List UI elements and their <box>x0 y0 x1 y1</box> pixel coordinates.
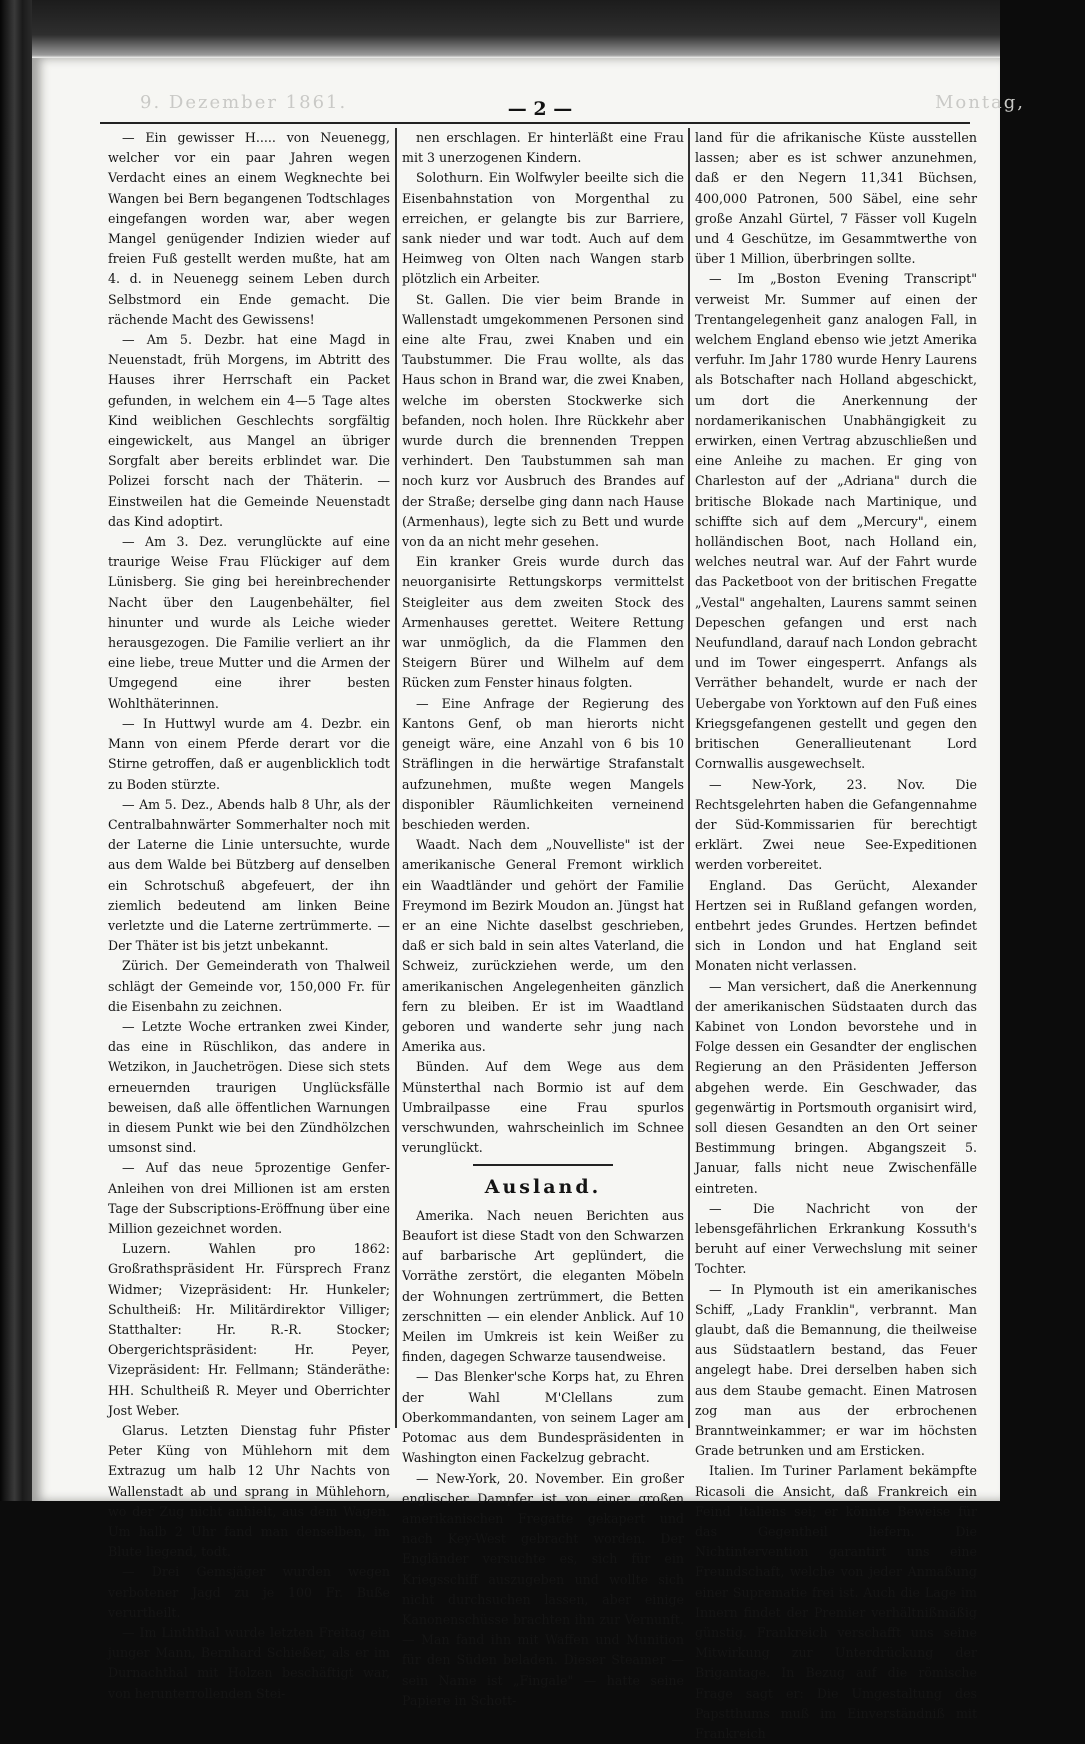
bleed-date: 9. Dezember 1861. <box>140 92 348 113</box>
article: land für die afrikanische Küste ausstellen lassen; aber es ist schwer anzunehmen, daß er den Negern 11,341 Büchsen, 400,000 Patronen, 500 Säbel, eine sehr große Anzahl Gürtel, 7 Fässer voll Kugeln und 4 Geschütze, im Gesammtwerthe von über 1 Million, überbringen sollte. <box>695 130 977 267</box>
article: Amerika. Nach neuen Berichten aus Beaufort ist diese Stadt von den Schwarzen auf barbarische Art geplündert, die Vorräthe zerstört, die eleganten Möbeln der Wohnungen zertrümmert, die Betten zerschnitten — ein elender Anblick. Auf 10 Meilen im Umkreis ist kein Weißer zu finden, dagegen Schwarze tausendweise. <box>402 1207 684 1365</box>
article: — Am 3. Dez. verunglückte auf eine traurige Weise Frau Flückiger auf dem Lünisberg. Sie ging bei hereinbrechender Nacht über den Laugenbehälter, fiel hinunter und wurde als Leiche wieder herausgezogen. Die Familie verliert an ihr eine liebe, treue Mutter und die Armen der Umgegend eine ihrer besten Wohlthäterinnen. <box>108 534 390 711</box>
article: — Das Blenker'sche Korps hat, zu Ehren der Wahl M'Clellans zum Oberkommandanten, von seinem Lager am Potomac aus dem Bundespräsidenten in Washington einen Fackelzug gebracht. <box>402 1369 684 1466</box>
header-rule <box>100 122 970 124</box>
article: — Ein gewisser H..... von Neuenegg, welcher vor ein paar Jahren wegen Verdacht eines an einem Wegknechte bei Wangen bei Bern begangenen Todtschlages eingefangen worden war, aber wegen Mangel genügender Indizien wieder auf freien Fuß gestellt werden mußte, hat am 4. d. in Neuenegg seinem Leben durch Selbstmord ein Ende gemacht. Die rächende Macht des Gewissens! <box>108 130 390 327</box>
article: Ein kranker Greis wurde durch das neuorganisirte Rettungskorps vermittelst Steigleiter aus dem zweiten Stock des Armenhauses gerettet. Weitere Rettung war unmöglich, da die Flammen den Steigern Bürer und Wilhelm auf dem Rücken zum Fenster hinaus folgten. <box>402 554 684 691</box>
article: England. Das Gerücht, Alexander Hertzen sei in Rußland gefangen worden, entbehrt jedes Grundes. Hertzen befindet sich in London und hat England seit Monaten nicht verlassen. <box>695 877 977 974</box>
article: — Drei Gemsjäger wurden wegen verbotener Jagd zu je 100 Fr. Buße verurtheilt. <box>108 1564 390 1620</box>
article: Zürich. Der Gemeinderath von Thalweil schlägt der Gemeinde vor, 150,000 Fr. für die Eisenbahn zu zeichnen. <box>108 958 390 1014</box>
article: — In Huttwyl wurde am 4. Dezbr. ein Mann von einem Pferde derart vor die Stirne getroffen, daß er augenblicklich todt zu Boden stürzte. <box>108 715 390 792</box>
article: — Letzte Woche ertranken zwei Kinder, das eine in Rüschlikon, das andere in Wetzikon, in Jauchetrögen. Diese sich stets erneuernden traurigen Unglücksfälle beweisen, daß alle öffentlichen Warnungen in diesem Punkt wie bei den Zündhölzchen umsonst sind. <box>108 1018 390 1156</box>
article: — Im Linththal wurde letzten Freitag ein junger Mann, Bernhard Schießer, als er im Durnachthal mit Holzen beschäftigt war, von herunterrollenden Stei- <box>108 1625 390 1701</box>
article: nen erschlagen. Er hinterläßt eine Frau mit 3 unerzogenen Kindern. <box>402 130 684 166</box>
scan-top-border <box>32 0 1000 58</box>
article: — Im „Boston Evening Transcript" verweist Mr. Summer auf einen der Trentangelegenheit ganz analogen Fall, in welchem England ebenso wie jetzt Amerika verfuhr. Im Jahr 1780 wurde Henry Laurens als Botschafter nach Holland abgeschickt, um dort die Anerkennung der nordamerikanischen Unabhängigkeit zu erwirken, einen Vertrag abzuschließen und eine Anleihe zu machen. Er ging von Charleston auf der „Adriana" durch die britische Blokade nach Martinique, und schiffte sich auf dem „Mercury", einem holländischen Boot, nach Holland ein, welches neutral war. Auf der Fahrt wurde das Packetboot von der britischen Fregatte „Vestal" angehalten, Laurens sammt seinen Depeschen gefangen und erst nach Neufundland, darauf nach London gebracht und im Tower eingesperrt. Anfangs als Verräther behandelt, wurde er nach der Uebergabe von Yorktown auf den Fuß eines Kriegsgefangenen gestellt und gegen den britischen Generallieutenant Lord Cornwallis ausgewechselt. <box>695 271 977 772</box>
column-divider-1 <box>395 128 397 1428</box>
column-divider-2 <box>688 128 690 1428</box>
page-number: — 2 — <box>507 98 573 120</box>
article: — Am 5. Dez., Abends halb 8 Uhr, als der Centralbahnwärter Sommerhalter noch mit der Laterne die Linie untersuchte, wurde aus dem Walde bei Bützberg auf denselben ein Schrotschuß abgefeuert, der ihn ziemlich bedeutend am linken Beine verletzte und die Laterne zertrümmerte. — Der Thäter ist bis jetzt unbekannt. <box>108 796 390 954</box>
bleed-weekday: Montag, <box>934 92 1026 113</box>
article: — Am 5. Dezbr. hat eine Magd in Neuenstadt, früh Morgens, im Abtritt des Hauses ihrer Herrschaft ein Packet gefunden, in welchem ein 4—5 Tage altes Kind weiblichen Geschlechts sorgfältig eingewickelt, aus Mangel an übriger Sorgfalt aber bereits erblindet war. Die Polizei forscht nach der Thäterin. — Einstweilen hat die Gemeinde Neuenstadt das Kind adoptirt. <box>108 332 390 529</box>
article: Solothurn. Ein Wolfwyler beeilte sich die Eisenbahnstation von Morgenthal zu erreichen, er gelangte bis zur Barriere, sank nieder und war todt. Auch auf dem Heimweg von Olten nach Wangen starb plötzlich ein Arbeiter. <box>402 170 684 287</box>
article: — Die Nachricht von der lebensgefährlichen Erkrankung Kossuth's beruht auf einer Verwechslung mit seiner Tochter. <box>695 1200 977 1277</box>
article: St. Gallen. Die vier beim Brande in Wallenstadt umgekommenen Personen sind eine alte Frau, zwei Knaben und ein Taubstummer. Die Frau wollte, als das Haus schon in Brand war, die zwei Knaben, welche im obersten Stockwerke sich befanden, noch holen. Ihre Rückkehr aber wurde durch die brennenden Treppen verhindert. Den Taubstummen sah man noch kurz vor Ausbruch des Brandes auf der Straße; derselbe ging dann nach Hause (Armenhaus), legte sich zu Bett und wurde von da an nicht mehr gesehen. <box>402 291 684 550</box>
article: — Man versichert, daß die Anerkennung der amerikanischen Südstaaten durch das Kabinet von London bevorstehe und in Folge dessen ein Gesandter der englischen Regierung an den Präsidenten Jefferson abgehen werde. Ein Geschwader, das gegenwärtig in Portsmouth organisirt wird, soll diesen Gesandten an den Ort seiner Bestimmung bringen. Abgangszeit 5. Januar, falls nicht neue Zwischenfälle eintreten. <box>695 978 977 1196</box>
article: Glarus. Letzten Dienstag fuhr Pfister Peter Küng von Mühlehorn mit dem Extrazug um halb 12 Uhr Nachts von Wallenstadt ab und sprang in Mühlehorn, wo der Zug nicht anhielt, aus dem Wagen. Um halb 2 Uhr fand man denselben, im Blute liegend, todt. <box>108 1423 390 1560</box>
article: — New-York, 23. Nov. Die Rechtsgelehrten haben die Gefangennahme der Süd-Kommissarien für berechtigt erklärt. Zwei neue See-Expeditionen werden vorbereitet. <box>695 776 977 873</box>
article: — New-York, 20. November. Ein großer englischer Dampfer ist von einer großen amerikanischen Fregatte gekapert und nach Key-West gebracht worden. Der Engländer versuchte es, sich für ein Kriegsschiff auszugeben und wollte sich nicht durchsuchen lassen, aber einige Kanonenschüsse brachten ihn zur Vernunft. — Man fand ihn mit Waffen und Munition für den Süden beladen. Dieser Steamer — sein Name ist „Fingale" — hatte seine Papiere in Schott- <box>402 1470 684 1708</box>
article: Italien. Im Turiner Parlament bekämpfte Ricasoli die Ansicht, daß Frankreich ein Feind Italiens sei; er könnte Beweise für das Gegentheil liefern. Die Nichtintervention garantirt uns eine Freundschaft, welche von jeder Anmaßung einer Suprematie frei ist. Auch die Lage im Innern findet der Premier verhältnißmäßig günstig. Frankreich verschafft uns seine Mitwirkung zur Unterdrückung der Brigantage. In Bezug auf die römische Frage sagt er: Die Umgestaltung des Papstthums muß im Einverständniß mit Frankreich <box>695 1463 977 1742</box>
section-rule <box>473 1164 613 1166</box>
column-3 <box>695 128 977 1742</box>
article: — Auf das neue 5prozentige Genfer-Anleihen von drei Millionen ist am ersten Tage der Subscriptions-Eröffnung über eine Million gezeichnet worden. <box>108 1160 390 1236</box>
article: — In Plymouth ist ein amerikanisches Schiff, „Lady Franklin", verbrannt. Man glaubt, daß die Bemannung, die theilweise aus Südstaatlern bestand, das Feuer angelegt habe. Drei derselben haben sich aus dem Staube gemacht. Einen Matrosen zog man aus der erbrochenen Branntweinkammer; er war im höchsten Grade betrunken und am Ersticken. <box>695 1281 977 1459</box>
section-heading-ausland: Ausland. <box>484 1175 602 1198</box>
column-1 <box>108 128 390 1701</box>
article: Bünden. Auf dem Wege aus dem Münsterthal nach Bormio ist auf dem Umbrailpasse eine Frau spurlos verschwunden, wahrscheinlich im Schnee verunglückt. <box>402 1059 684 1156</box>
article: — Eine Anfrage der Regierung des Kantons Genf, ob man hierorts nicht geneigt wäre, eine Anzahl von 6 bis 10 Sträflingen in die herwärtige Strafanstalt aufzunehmen, mußte wegen Mangels disponibler Räumlichkeiten verneinend beschieden werden. <box>402 695 684 832</box>
column-2 <box>402 128 684 1708</box>
book-spine-edge <box>0 0 32 1501</box>
article: Waadt. Nach dem „Nouvelliste" ist der amerikanische General Fremont wirklich ein Waadtländer und gehört der Familie Freymond im Bezirk Moudon an. Jüngst hat er an eine Nichte daselbst geschrieben, daß er sich bald in sein altes Vaterland, die Schweiz, zurückziehen werde, um den amerikanischen Angelegenheiten gänzlich fern zu bleiben. Er ist im Waadtland geboren und wanderte sehr jung nach Amerika aus. <box>402 837 684 1055</box>
article: Luzern. Wahlen pro 1862: Großrathspräsident Hr. Fürsprech Franz Widmer; Vizepräsident: Hr. Hunkeler; Schultheiß: Hr. Militärdirektor Villiger; Statthalter: Hr. R.-R. Stocker; Obergerichtspräsident: Hr. Peyer, Vizepräsident: Hr. Fellmann; Ständeräthe: HH. Schultheiß R. Meyer und Oberrichter Jost Weber. <box>108 1241 390 1418</box>
